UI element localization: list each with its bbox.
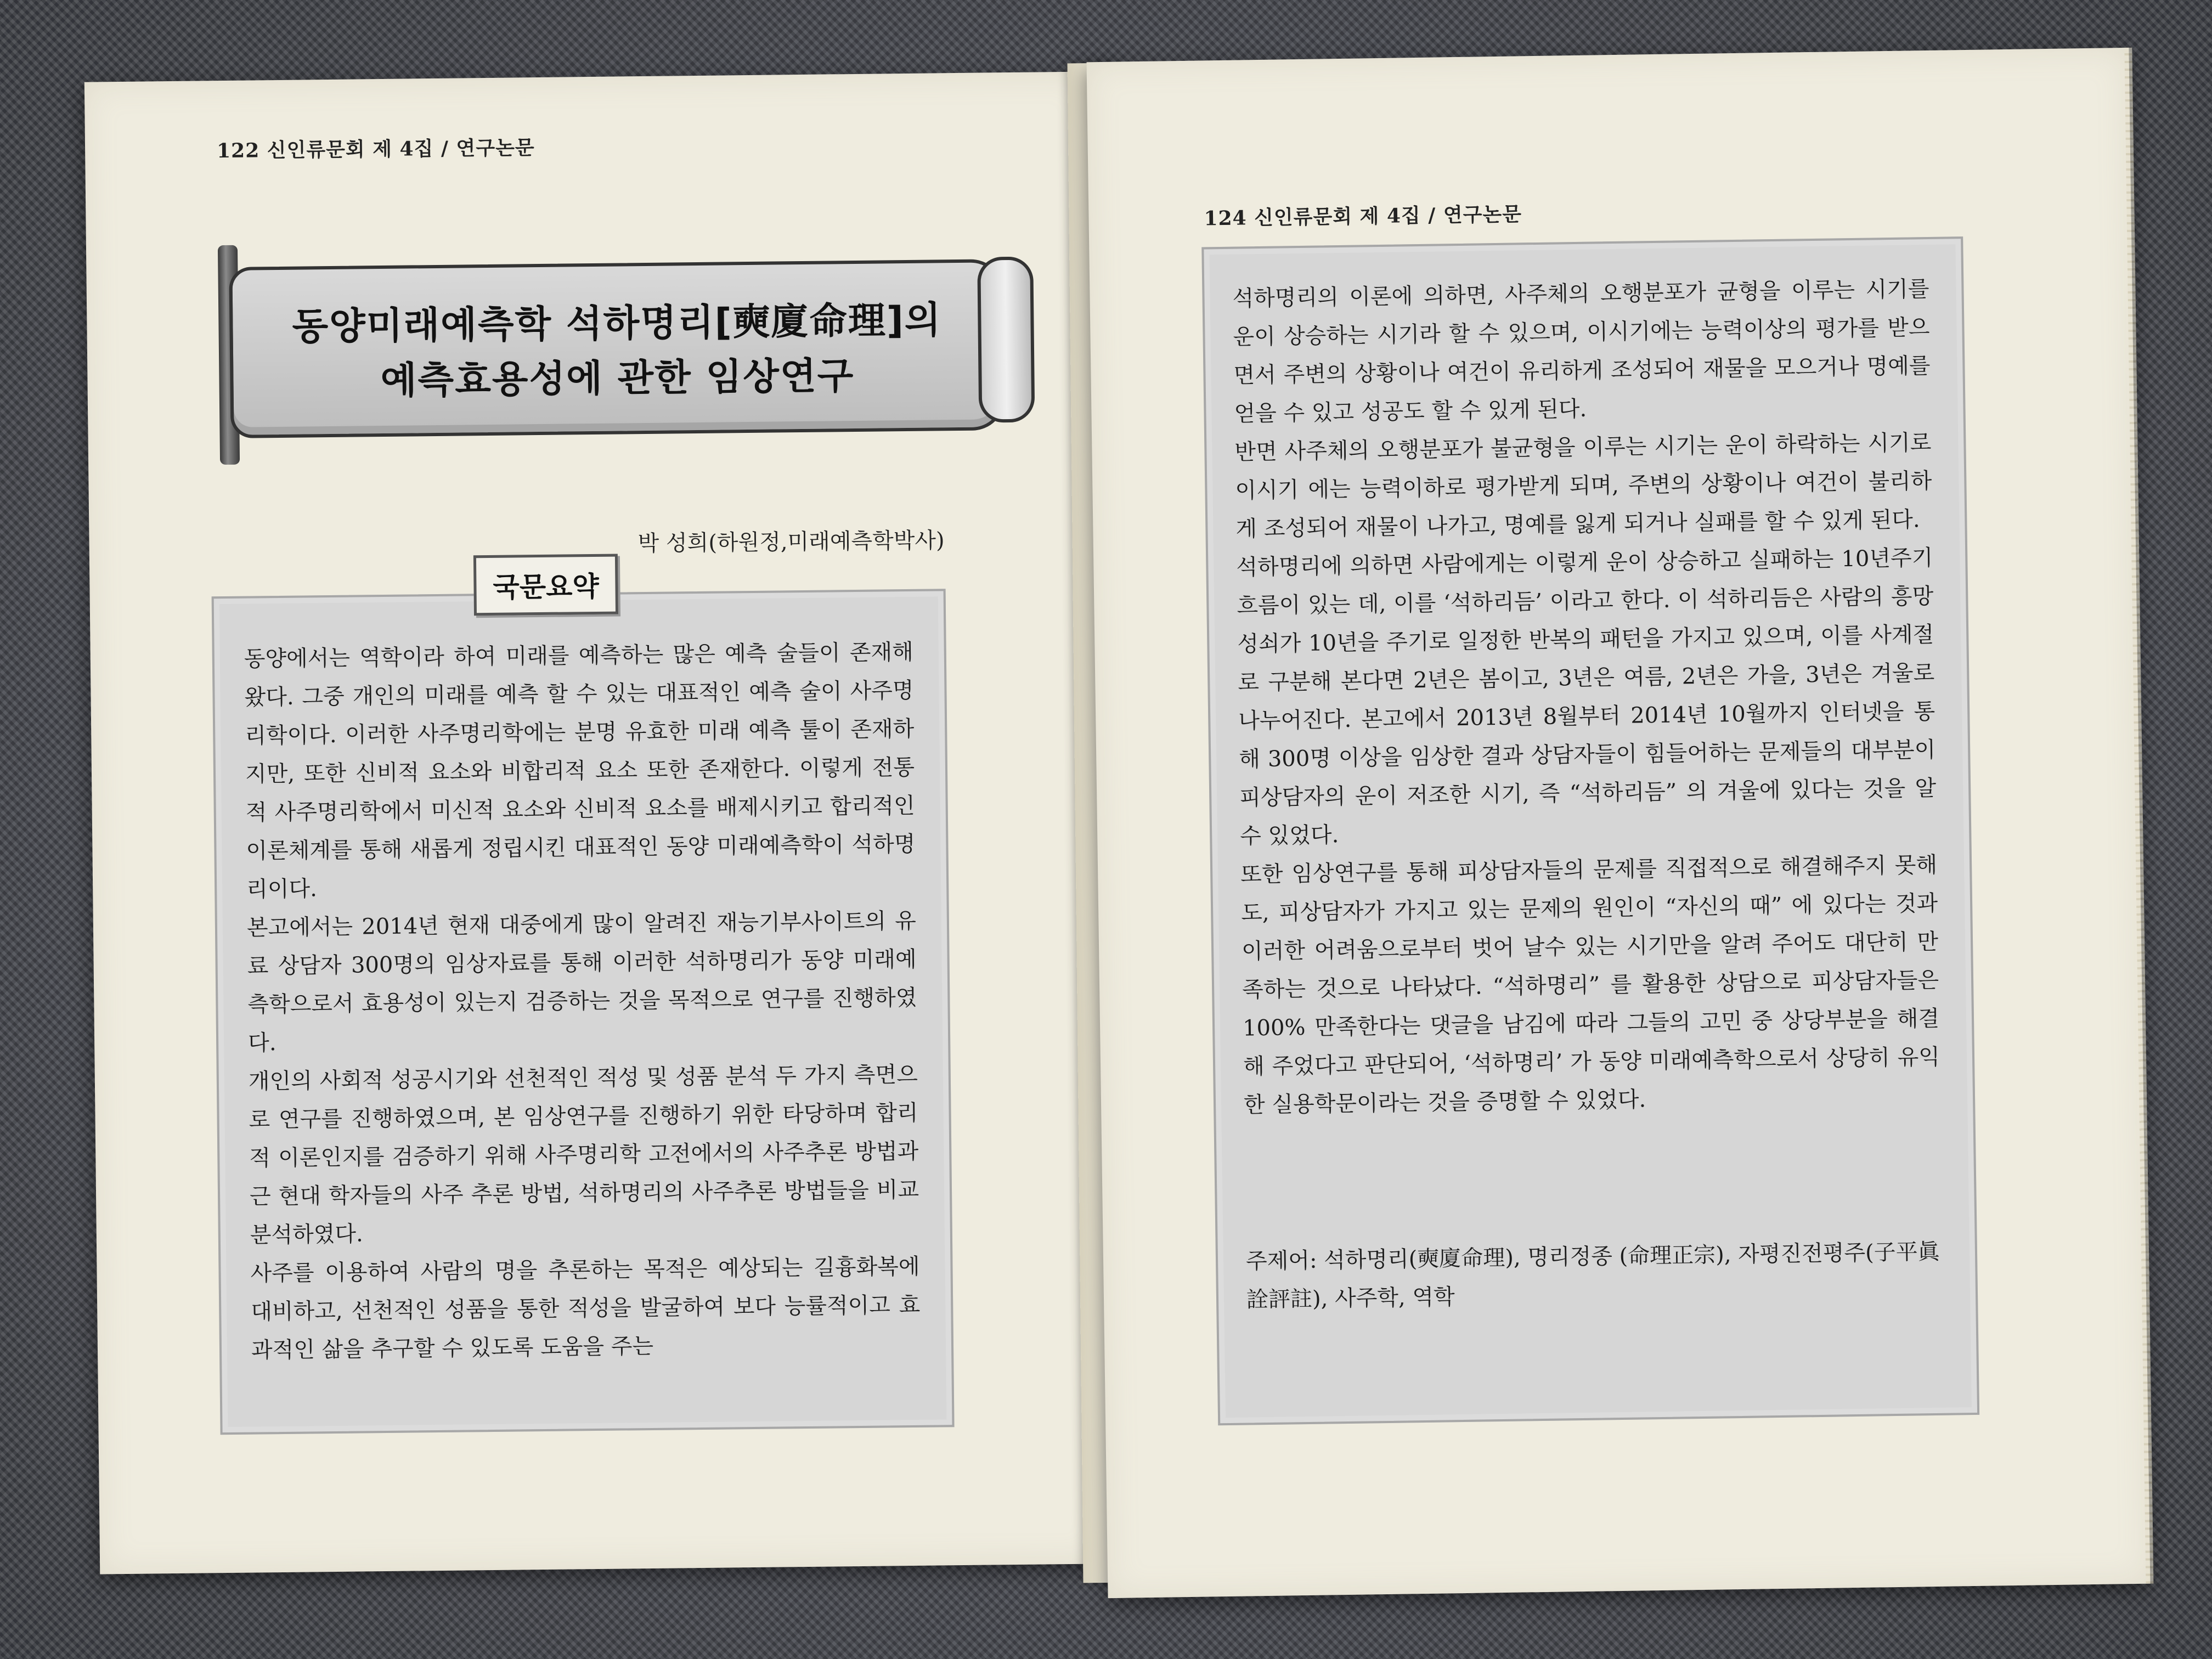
abstract-paragraph: 본고에서는 2014년 현재 대중에게 많이 알려진 재능기부사이트의 유료 상담자 300명의 임상자료를 통해 이러한 석하명리가 동양 미래예측학으로서 효용성이 있는지 검증하는 것을 목적으로 연구를 진행하였다. <box>246 908 917 1056</box>
page-edge <box>2124 48 2153 1584</box>
left-page <box>84 71 1105 1574</box>
abstract-paragraph: 개인의 사회적 성공시기와 선천적인 적성 및 성품 분석 두 가지 측면으로 연구를 진행하였으며, 본 임상연구를 진행하기 위한 타당하며 합리적 이론인지를 검증하기 위해 사주명리학 고전에서의 사주추론 방법과 근 현대 학자들의 사주 추론 방법, 석하명리의 사주추론 방법들을 비교 분석하였다. <box>248 1062 919 1248</box>
abstract-paragraph: 동양에서는 역학이라 하여 미래를 예측하는 많은 예측 술들이 존재해 왔다. 그중 개인의 미래를 예측 할 수 있는 대표적인 예측 술이 사주명리학이다. 이러한 사주명리학에는 분명 유효한 미래 예측 툴이 존재하지만, 또한 신비적 요소와 비합리적 요소 또한 존재한다. 이렇게 전통적 사주명리학에서 미신적 요소와 신비적 요소를 배제시키고 합리적인 이론체계를 통해 새롭게 정립시킨 대표적인 동양 미래예측학이 석하명리이다. <box>244 639 916 902</box>
author-line: 박 성희(하원정,미래예측학박사) <box>637 528 945 557</box>
body-paragraph: 석하명리의 이론에 의하면, 사주체의 오행분포가 균형을 이루는 시기를 운이 상승하는 시기라 할 수 있으며, 이시기에는 능력이상의 평가를 받으면서 주변의 상황이나 여건이 유리하게 조성되어 재물을 모으거나 명예를 얻을 수 있고 성공도 할 수 있게 된다. <box>1232 276 1931 427</box>
right-running-head: 124 신인류문회 제 4집 / 연구논문 <box>1204 202 1522 230</box>
abstract-paragraph: 사주를 이용하여 사람의 명을 추론하는 목적은 예상되는 길흉화복에 대비하고, 선천적인 성품을 통한 적성을 발굴하여 보다 능률적이고 효과적인 삶을 추구할 수 있도록 도움을 주는 <box>250 1254 921 1363</box>
body-paragraph: 반면 사주체의 오행분포가 불균형을 이루는 시기는 운이 하락하는 시기로 이시기 에는 능력이하로 평가받게 되며, 주변의 상황이나 여건이 불리하게 조성되어 재물이 나가고, 명예를 잃게 되거나 실패를 할 수 있게 된다. <box>1234 430 1932 542</box>
title-scroll-banner <box>218 237 1026 476</box>
scroll-body <box>229 259 1005 438</box>
title-line-2: 예측효용성에 관한 임상연구 <box>380 354 855 403</box>
title-line-1: 동양미래예측학 석하명리[奭廈命理]의 <box>292 298 942 349</box>
abstract-text <box>244 633 921 1370</box>
abstract-label: 국문요약 <box>473 554 618 616</box>
left-running-head: 122 신인류문회 제 4집 / 연구논문 <box>216 136 535 163</box>
body-paragraph: 또한 임상연구를 통해 피상담자들의 문제를 직접적으로 해결해주지 못해도, 피상담자가 가지고 있는 문제의 원인이 “자신의 때” 에 있다는 것과 이러한 어려움으로부터 벗어 날수 있는 시기만을 알려 주어도 대단히 만족하는 것으로 나타났다. “석하명리” 를 활용한 상담으로 피상담자들은 100% 만족한다는 댓글을 남김에 따라 그들의 고민 중 상당부분을 해결해 주었다고 판단되어, ‘석하명리’ 가 동양 미래예측학으로서 상당히 유익한 실용학문이라는 것을 증명할 수 있었다. <box>1240 852 1940 1118</box>
body-paragraph: 석하명리에 의하면 사람에게는 이렇게 운이 상승하고 실패하는 10년주기 흐름이 있는 데, 이를 ‘석하리듬’ 이라고 한다. 이 석하리듬은 사람의 흥망성쇠가 10년을 주기로 일정한 반복의 패턴을 가지고 있으며, 이를 사계절로 구분해 본다면 2년은 봄이고, 3년은 여름, 2년은 가을, 3년은 겨울로 나누어진다. 본고에서 2013년 8월부터 2014년 10월까지 인터넷을 통해 300명 이상을 임상한 결과 상담자들이 힘들어하는 문제들의 대부분이 피상담자의 운이 저조한 시기, 즉 “석하리듬” 의 겨울에 있다는 것을 알 수 있었다. <box>1236 545 1937 849</box>
right-page <box>1087 48 2151 1598</box>
body-text <box>1232 270 1940 1125</box>
keywords-line: 주제어: 석하명리(奭廈命理), 명리정종 (命理正宗), 자평진전평주(子平眞詮評註), 사주학, 역학 <box>1245 1239 1940 1313</box>
